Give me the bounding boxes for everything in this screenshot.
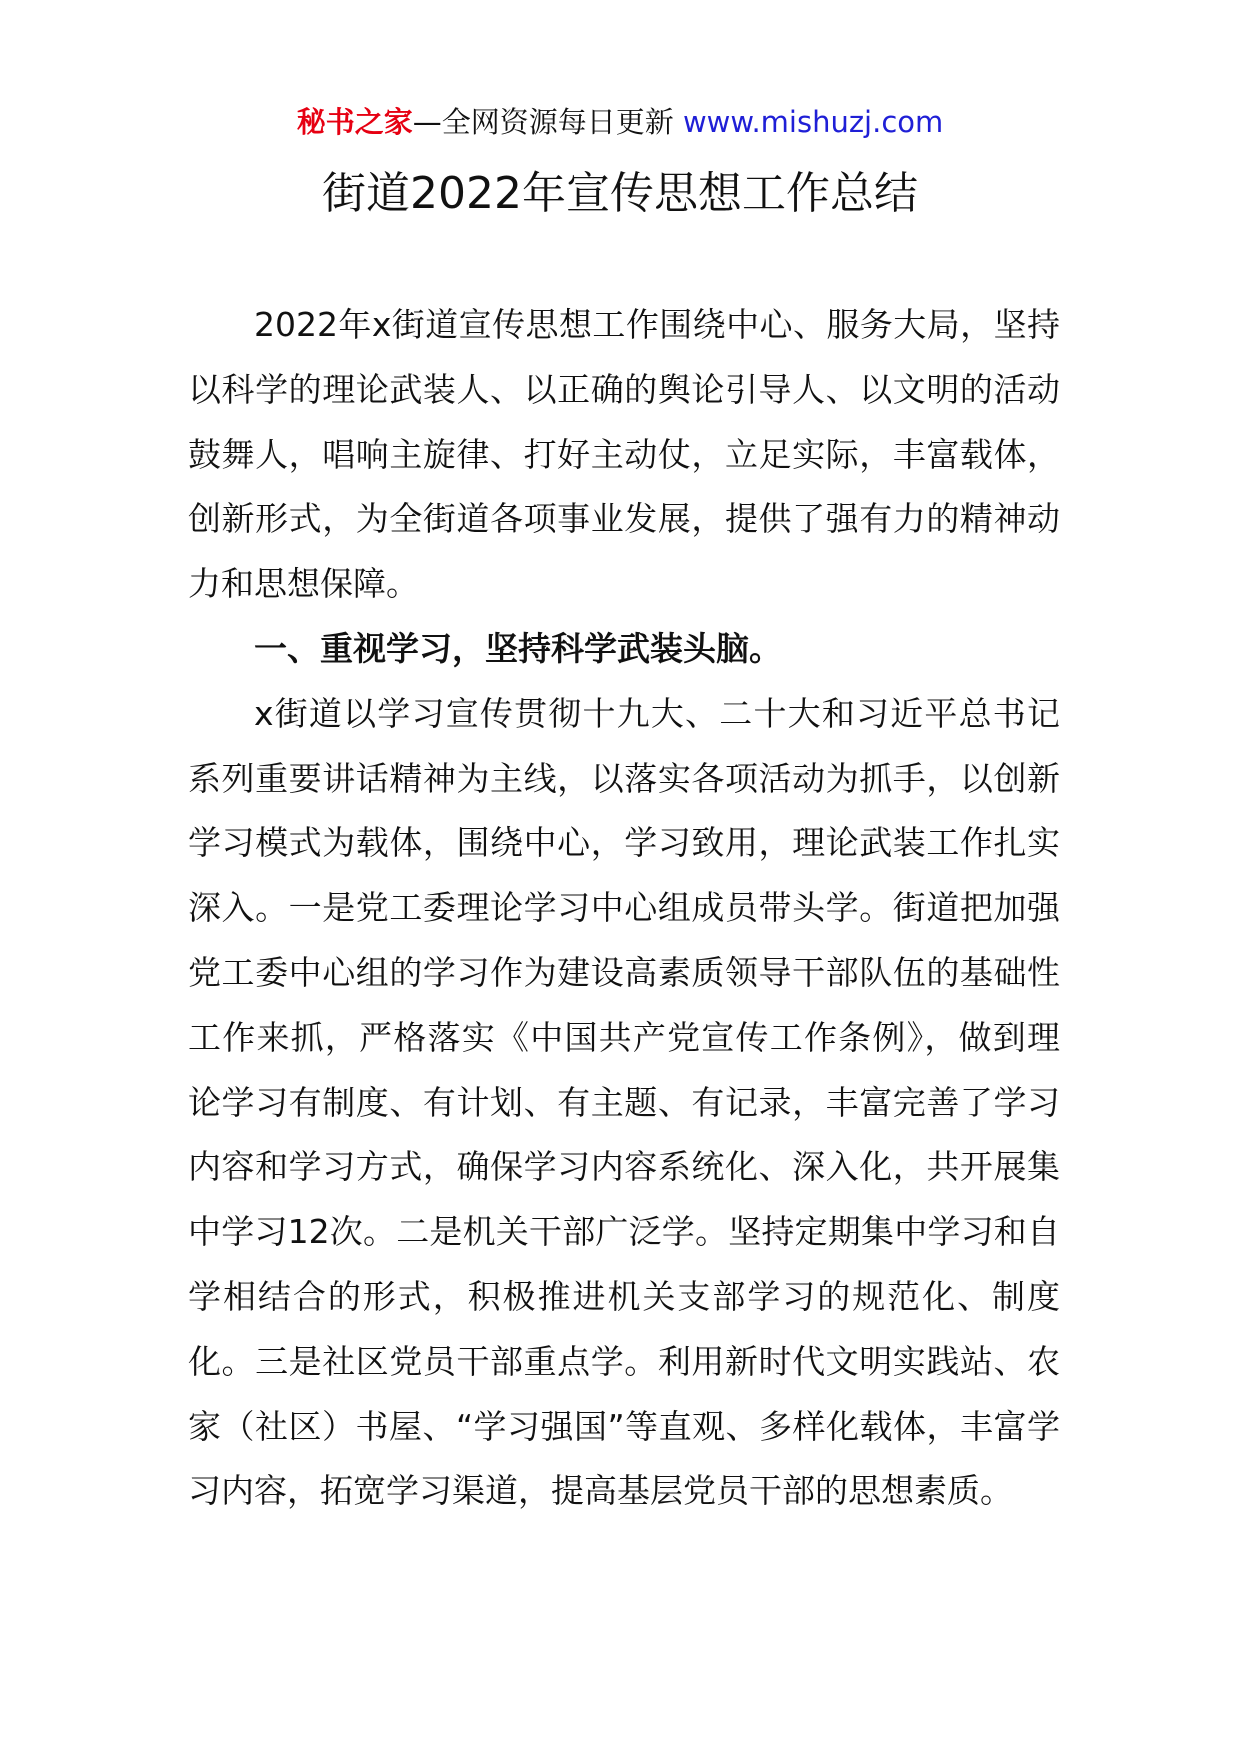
- body-paragraph: x街道以学习宣传贯彻十九大、二十大和习近平总书记系列重要讲话精神为主线，以落实各项活动为抓手，以创新学习模式为载体，围绕中心，学习致用，理论武装工作扎实深入。一是党工委理论学习中心组成员带头学。街道把加强党工委中心组的学习作为建设高素质领导干部队伍的基础性工作来抓，严格落实《中国共产党宣传工作条例》，做到理论学习有制度、有计划、有主题、有记录，丰富完善了学习内容和学习方式，确保学习内容系统化、深入化，共开展集中学习12次。二是机关干部广泛学。坚持定期集中学习和自学相结合的形式，积极推进机关支部学习的规范化、制度化。三是社区党员干部重点学。利用新时代文明实践站、农家（社区）书屋、“学习强国”等直观、多样化载体，丰富学习内容，拓宽学习渠道，提高基层党员干部的思想素质。: [188, 693, 1060, 1511]
- site-brand: 秘书之家: [296, 105, 413, 139]
- intro-paragraph: 2022年x街道宣传思想工作围绕中心、服务大局，坚持以科学的理论武装人、以正确的舆论引导人、以文明的活动鼓舞人，唱响主旋律、打好主动仗，立足实际，丰富载体，创新形式，为全街道各项事业发展，提供了强有力的精神动力和思想保障。: [188, 305, 1060, 604]
- document-title: 街道2022年宣传思想工作总结: [322, 168, 918, 219]
- site-tagline: —全网资源每日更新: [412, 105, 683, 139]
- section-heading: 一、重视学习，坚持科学武装头脑。: [254, 628, 782, 668]
- site-header: [0, 100, 1240, 144]
- site-url-link[interactable]: www.mishuzj.com: [682, 105, 944, 139]
- document-body: [188, 293, 1060, 1524]
